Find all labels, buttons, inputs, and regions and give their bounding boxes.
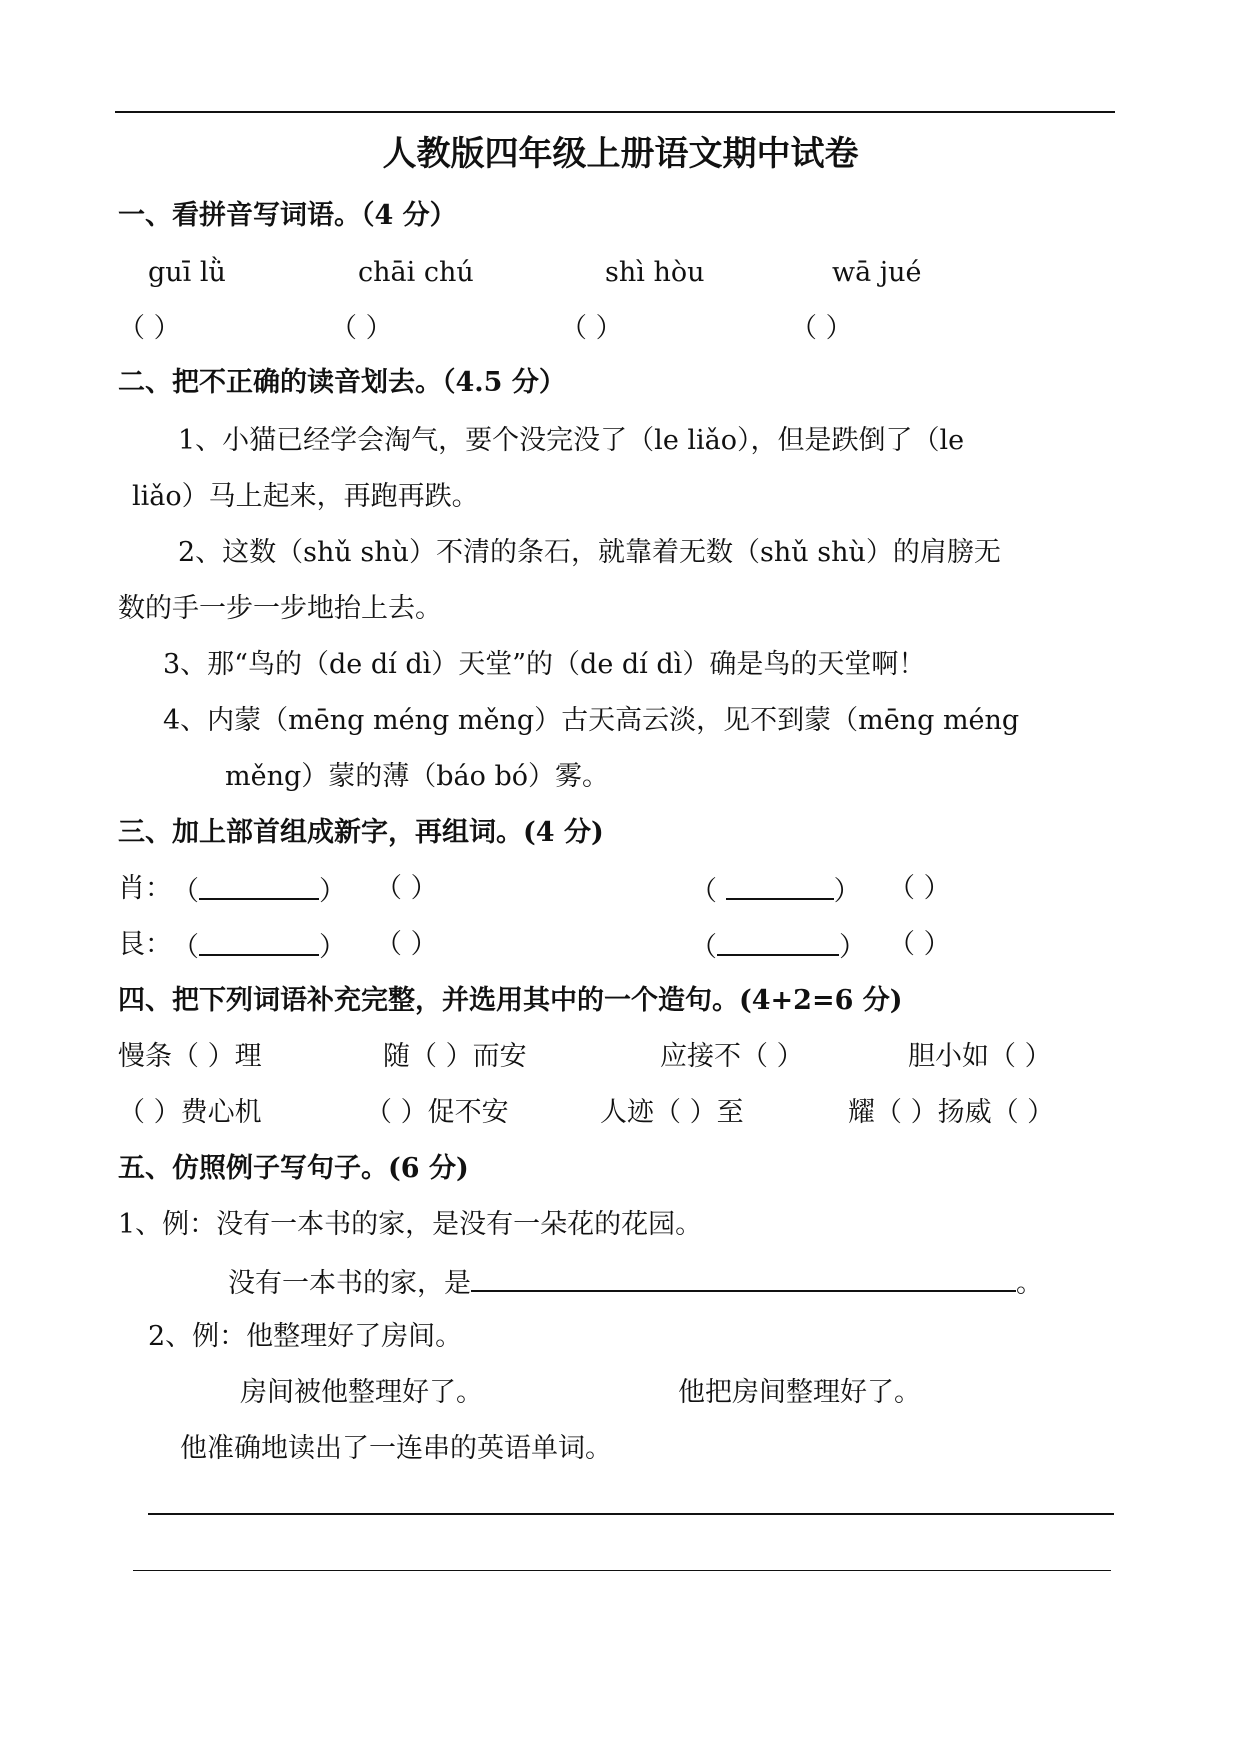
section5-heading: 五、仿照例子写句子。(6 分) [118,1153,469,1184]
s2-q2-line2: 数的手一步一步地抬上去。 [118,593,442,624]
s3-row2-char: 艮： [118,929,172,960]
s5-example-1: 1、例：没有一本书的家，是没有一朵花的花园。 [118,1209,703,1240]
s2-q1-line1: 1、小猫已经学会淘气，要个没完没了（le liǎo），但是跌倒了（le [178,425,965,456]
s3-row1-blank4[interactable]: （ ） [888,873,951,904]
fill-blank[interactable] [199,872,319,900]
bracket-close: ） [833,876,861,907]
bracket-close: ） [839,932,866,963]
s5-task-2: 他准确地读出了一连串的英语单词。 [180,1433,612,1464]
idiom-4[interactable]: 胆小如（ ） [908,1041,1052,1072]
fill-blank[interactable] [199,928,319,956]
idiom-1[interactable]: 慢条（ ）理 [118,1041,262,1072]
idiom-3[interactable]: 应接不（ ） [660,1041,804,1072]
s5-prompt-1 [228,1264,1043,1301]
bracket-open: （ [172,932,199,963]
s2-q2-line1: 2、这数（shǔ shù）不清的条石，就靠着无数（shǔ shù）的肩膀无 [178,537,1001,568]
bracket-open: （ [690,932,717,963]
s5-example-2b: 他把房间整理好了。 [678,1377,921,1408]
prompt-text: 没有一本书的家，是 [228,1268,471,1299]
s5-example-2a: 房间被他整理好了。 [240,1377,483,1408]
pinyin-1: guī lǜ [148,257,226,288]
answer-line-1[interactable] [148,1513,1114,1515]
bracket-close: ） [319,876,346,907]
s2-q3: 3、那“鸟的（de dí dì）天堂”的（de dí dì）确是鸟的天堂啊！ [163,649,926,680]
idiom-2[interactable]: 随（ ）而安 [383,1041,527,1072]
s2-q1-line2: liǎo）马上起来，再跑再跌。 [132,481,479,512]
pinyin-3: shì hòu [605,257,705,288]
fill-blank[interactable] [717,928,839,956]
s5-example-2: 2、例：他整理好了房间。 [148,1321,463,1352]
idiom-5[interactable]: （ ）费心机 [118,1097,262,1128]
s3-row1-blank1[interactable] [172,872,346,909]
answer-bracket-3[interactable]: （ ） [560,313,623,344]
section3-heading: 三、加上部首组成新字，再组词。(4 分) [118,817,604,848]
fill-blank[interactable] [726,872,834,900]
section4-heading: 四、把下列词语补充完整，并选用其中的一个造句。(4+2=6 分) [118,985,903,1016]
answer-line[interactable] [471,1264,1016,1292]
s3-row2-blank1[interactable] [172,928,346,965]
answer-bracket-2[interactable]: （ ） [330,313,393,344]
s2-q4-line1: 4、内蒙（mēng méng měng）古天高云淡，见不到蒙（mēng méng [163,705,1020,736]
bracket-close: ） [319,932,346,963]
answer-bracket-1[interactable]: （ ） [118,313,181,344]
s3-row1-blank2[interactable]: （ ） [375,873,438,904]
top-rule [115,111,1115,113]
answer-line-2[interactable] [133,1570,1111,1571]
idiom-6[interactable]: （ ）促不安 [365,1097,509,1128]
s3-row1-blank3[interactable] [690,872,861,909]
s3-row2-blank3[interactable] [690,928,866,965]
s3-row2-blank4[interactable]: （ ） [888,929,951,960]
idiom-8[interactable]: 耀（ ）扬威（ ） [848,1097,1055,1128]
pinyin-2: chāi chú [358,257,474,288]
s3-row2-blank2[interactable]: （ ） [375,929,438,960]
section1-heading: 一、看拼音写词语。（4 分） [118,200,457,231]
bracket-open: （ [690,876,726,907]
section2-heading: 二、把不正确的读音划去。（4.5 分） [118,367,566,398]
s2-q4-line2: měng）蒙的薄（báo bó）雾。 [225,761,610,792]
bracket-open: （ [172,876,199,907]
page-title: 人教版四年级上册语文期中试卷 [382,134,859,174]
answer-bracket-4[interactable]: （ ） [790,313,853,344]
s3-row1-char: 肖： [118,873,172,904]
pinyin-4: wā jué [832,257,922,288]
idiom-7[interactable]: 人迹（ ）至 [600,1097,744,1128]
period: 。 [1016,1268,1043,1299]
